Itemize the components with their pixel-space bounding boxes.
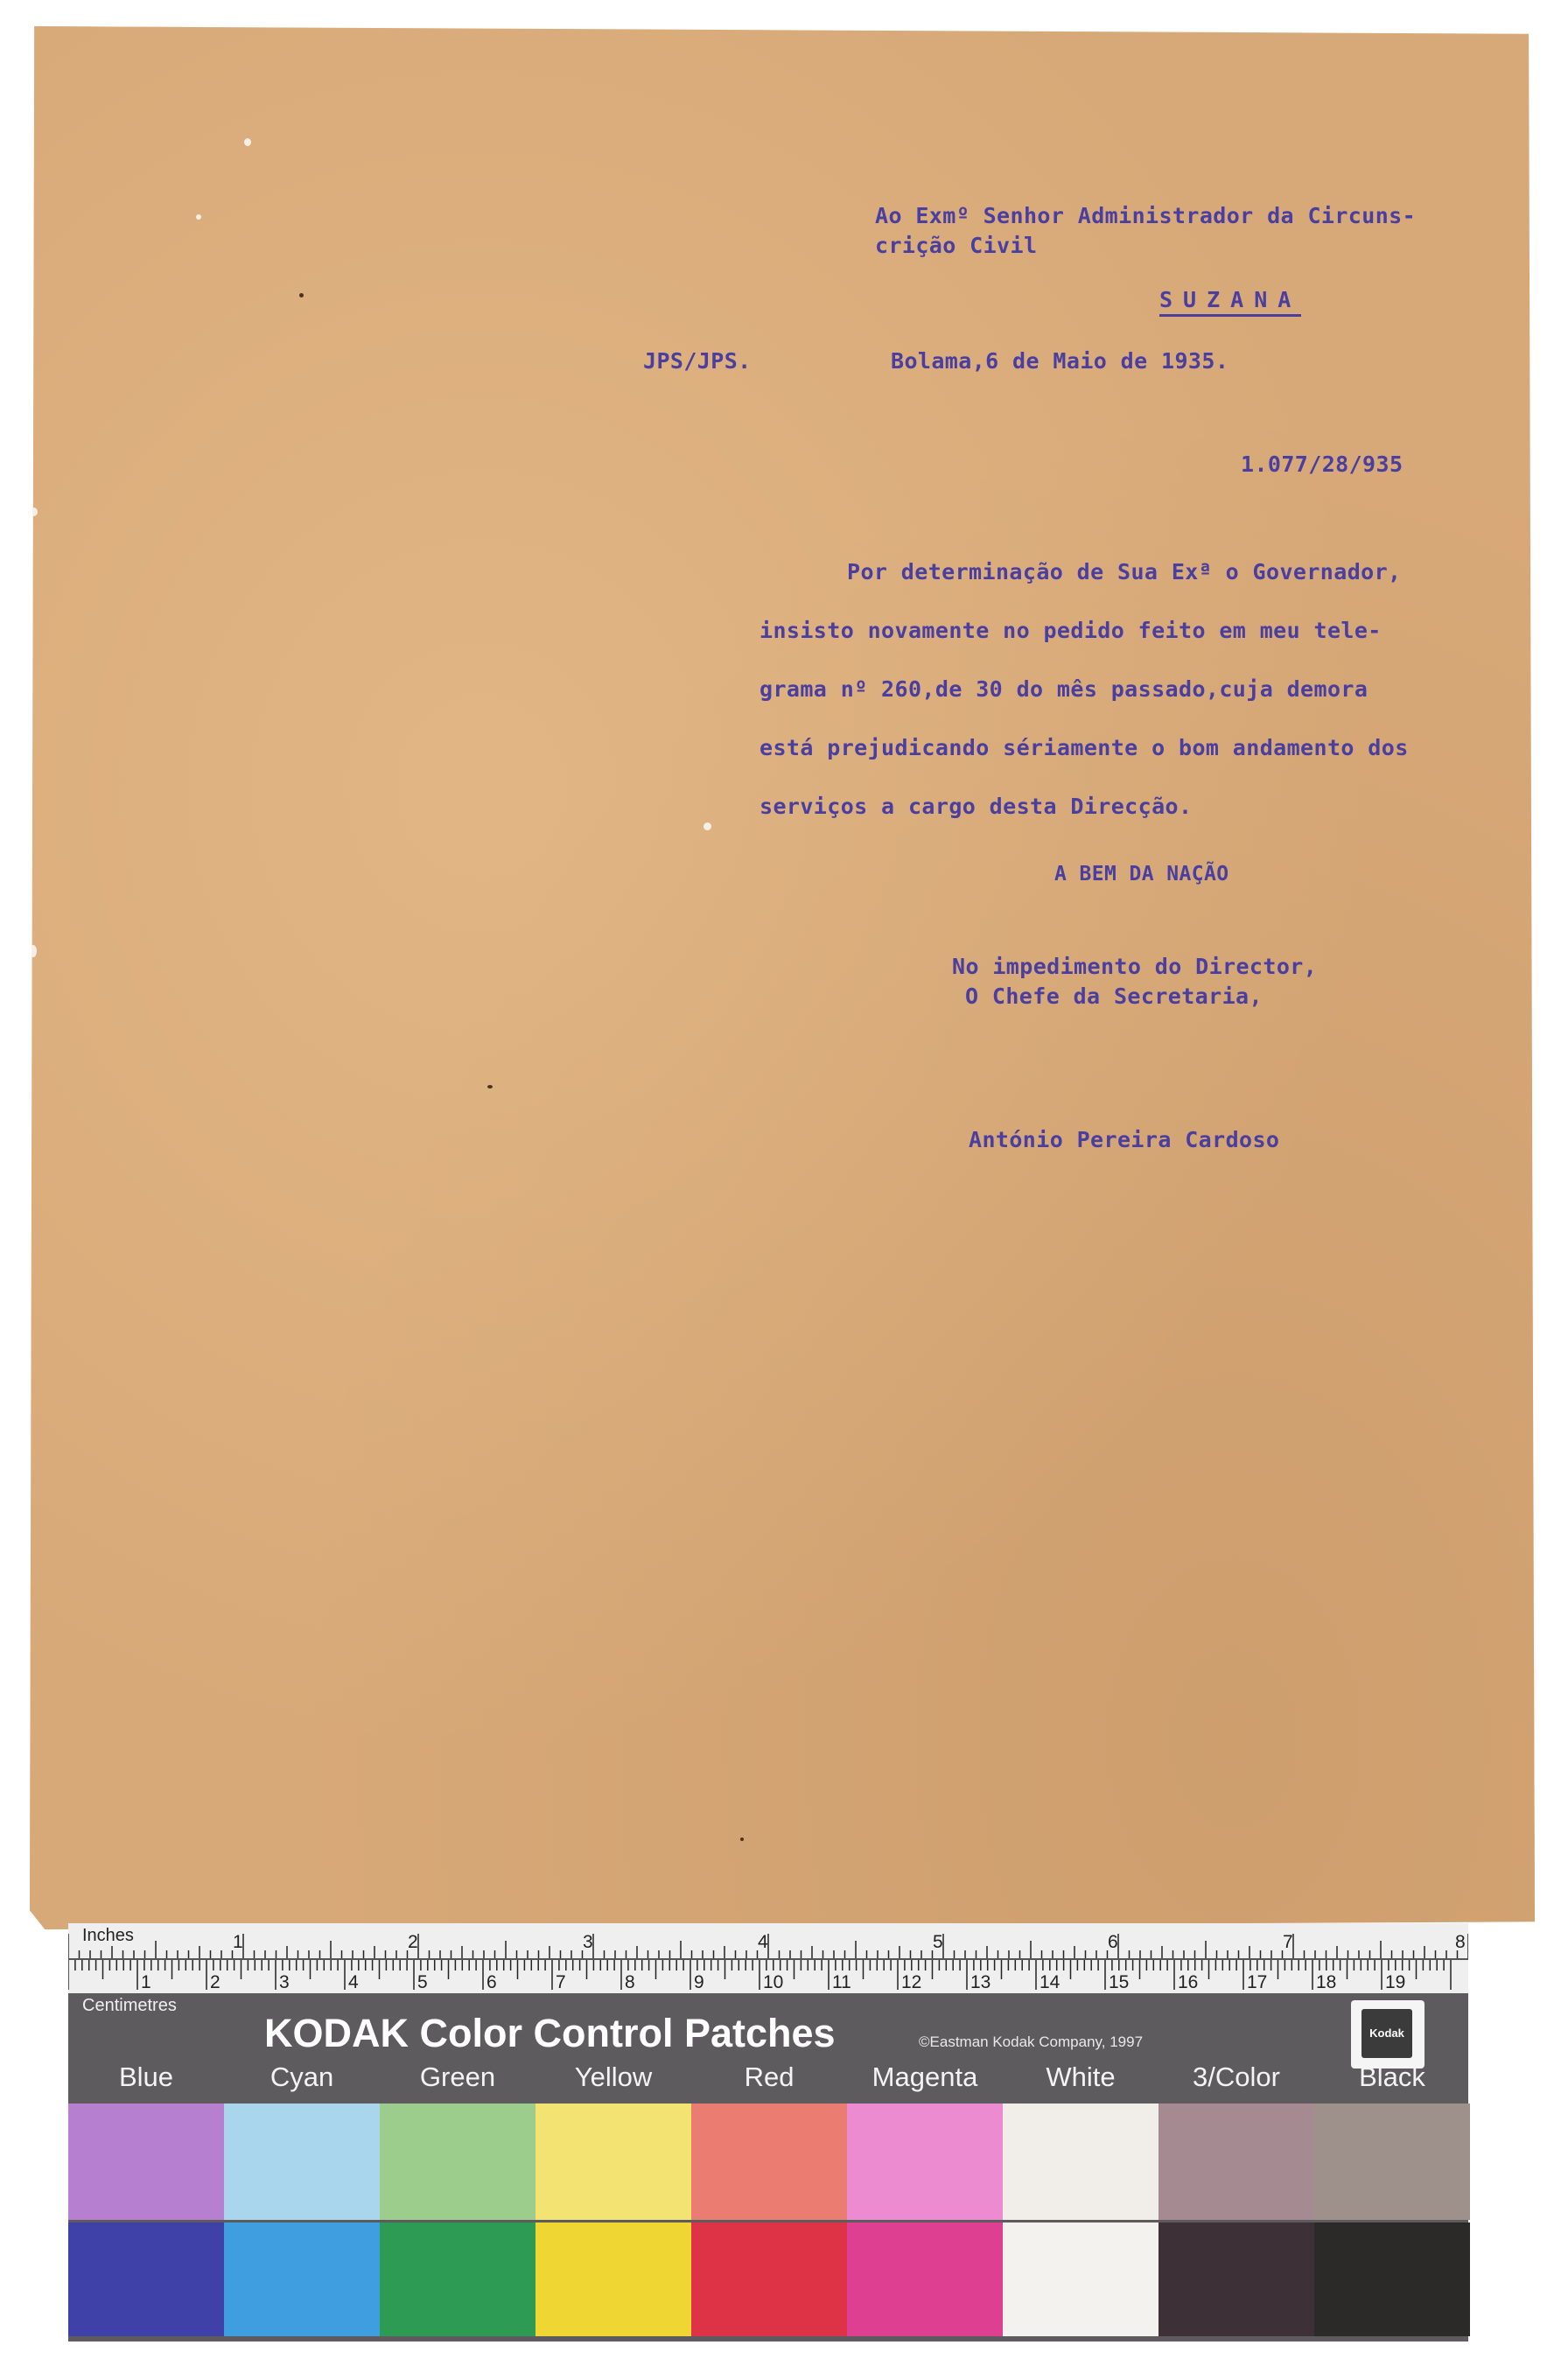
patch-label-green: Green <box>419 2062 496 2092</box>
cm-number: 10 <box>763 1972 784 1992</box>
color-patch-bottom <box>536 2222 691 2336</box>
signature-block <box>952 952 1317 1012</box>
color-patch-top <box>68 2104 224 2220</box>
color-patch-bottom <box>1314 2222 1470 2336</box>
cm-number: 3 <box>279 1972 290 1992</box>
color-patch-top <box>691 2104 847 2220</box>
color-patch-bottom <box>847 2222 1003 2336</box>
cm-number: 6 <box>486 1972 497 1992</box>
patch-label-white: White <box>1046 2062 1116 2092</box>
patch-label-yellow: Yellow <box>574 2062 653 2092</box>
inch-number: 1 <box>233 1932 243 1952</box>
color-patch-top <box>847 2104 1003 2220</box>
cm-number: 15 <box>1109 1972 1130 1992</box>
cm-number: 11 <box>832 1972 851 1992</box>
place-date: Bolama,6 de Maio de 1935. <box>891 348 1229 374</box>
paper-speck-1 <box>299 293 304 298</box>
body-line-3: grama nº 260,de 30 do mês passado,cuja demora <box>760 676 1368 702</box>
inch-number: 4 <box>758 1932 768 1952</box>
inch-number: 6 <box>1108 1932 1118 1952</box>
body-line-5: serviços a cargo desta Direcção. <box>760 794 1193 819</box>
sign-line-1: No impedimento do Director, <box>952 954 1318 979</box>
address-line-1: Ao Exmº Senhor Administrador da Circuns- <box>875 203 1417 228</box>
cm-number: 2 <box>210 1972 220 1992</box>
paper-hole-4 <box>196 214 201 220</box>
body-line-1: Por determinação de Sua Exª o Governador, <box>847 559 1402 584</box>
paper-hole-1 <box>30 508 38 516</box>
cm-number: 18 <box>1316 1972 1337 1992</box>
cm-number: 4 <box>348 1972 359 1992</box>
cm-number: 17 <box>1247 1972 1268 1992</box>
color-patch-bottom <box>1003 2222 1158 2336</box>
patch-label-red: Red <box>744 2062 794 2092</box>
patch-label-blue: Blue <box>118 2062 174 2092</box>
kodak-logo-mark: Kodak <box>1362 2009 1412 2058</box>
paper-hole-5 <box>30 945 37 957</box>
address-line-2: crição Civil <box>875 233 1038 258</box>
paper-hole-2 <box>704 822 711 830</box>
centimetres-label: Centimetres <box>82 1996 177 2015</box>
inch-number: 7 <box>1283 1932 1293 1952</box>
patch-labels <box>68 2062 1468 2096</box>
color-patch-top <box>380 2104 536 2220</box>
color-patch-bottom <box>68 2222 224 2336</box>
kodak-logo <box>1351 2000 1424 2068</box>
cm-number: 19 <box>1385 1972 1406 1992</box>
color-patch-top <box>1158 2104 1314 2220</box>
color-patch-top <box>224 2104 380 2220</box>
patch-label-3-color: 3/Color <box>1193 2062 1280 2092</box>
ruler-ticks <box>68 1923 1468 1993</box>
kodak-color-card <box>68 1923 1468 2342</box>
cm-number: 14 <box>1040 1972 1060 1992</box>
cm-number: 13 <box>970 1972 991 1992</box>
color-patch-bottom <box>224 2222 380 2336</box>
cm-number: 5 <box>417 1972 428 1992</box>
color-patch-bottom <box>1158 2222 1314 2336</box>
paper-speck-3 <box>740 1838 744 1841</box>
cm-number: 9 <box>694 1972 704 1992</box>
body-line-2: insisto novamente no pedido feito em meu tele- <box>760 618 1382 643</box>
address-block <box>875 201 1416 261</box>
inch-number: 2 <box>408 1932 418 1952</box>
color-patch-top <box>536 2104 691 2220</box>
patch-label-magenta: Magenta <box>872 2062 978 2092</box>
reference-code: JPS/JPS. <box>643 348 752 374</box>
inch-number: 8 <box>1455 1932 1466 1952</box>
inches-label: Inches <box>82 1926 134 1945</box>
destination: SUZANA <box>1159 289 1301 317</box>
card-title: KODAK Color Control Patches <box>264 2011 836 2055</box>
signer-name: António Pereira Cardoso <box>969 1127 1280 1152</box>
color-patch-top <box>1314 2104 1470 2220</box>
cm-number: 12 <box>901 1972 922 1992</box>
cm-number: 1 <box>141 1972 151 1992</box>
body-line-4: está prejudicando sériamente o bom andamento dos <box>760 735 1409 760</box>
patch-label-black: Black <box>1359 2062 1425 2092</box>
patch-label-cyan: Cyan <box>270 2062 334 2092</box>
paper-speck-2 <box>487 1085 493 1088</box>
color-patch-top <box>1003 2104 1158 2220</box>
letter-body <box>760 542 1409 836</box>
color-patch-bottom <box>691 2222 847 2336</box>
cm-number: 8 <box>625 1972 635 1992</box>
cm-number: 7 <box>556 1972 566 1992</box>
motto: A BEM DA NAÇÃO <box>1054 863 1229 886</box>
cm-number: 16 <box>1178 1972 1199 1992</box>
sign-line-2: O Chefe da Secretaria, <box>965 984 1263 1009</box>
color-patch-bottom <box>380 2222 536 2336</box>
copyright-text: ©Eastman Kodak Company, 1997 <box>919 2034 1144 2050</box>
inch-number: 5 <box>933 1932 943 1952</box>
ruler <box>68 1923 1468 1993</box>
document-number: 1.077/28/935 <box>1241 452 1404 477</box>
inch-number: 3 <box>583 1932 593 1952</box>
paper-hole-3 <box>244 138 251 146</box>
